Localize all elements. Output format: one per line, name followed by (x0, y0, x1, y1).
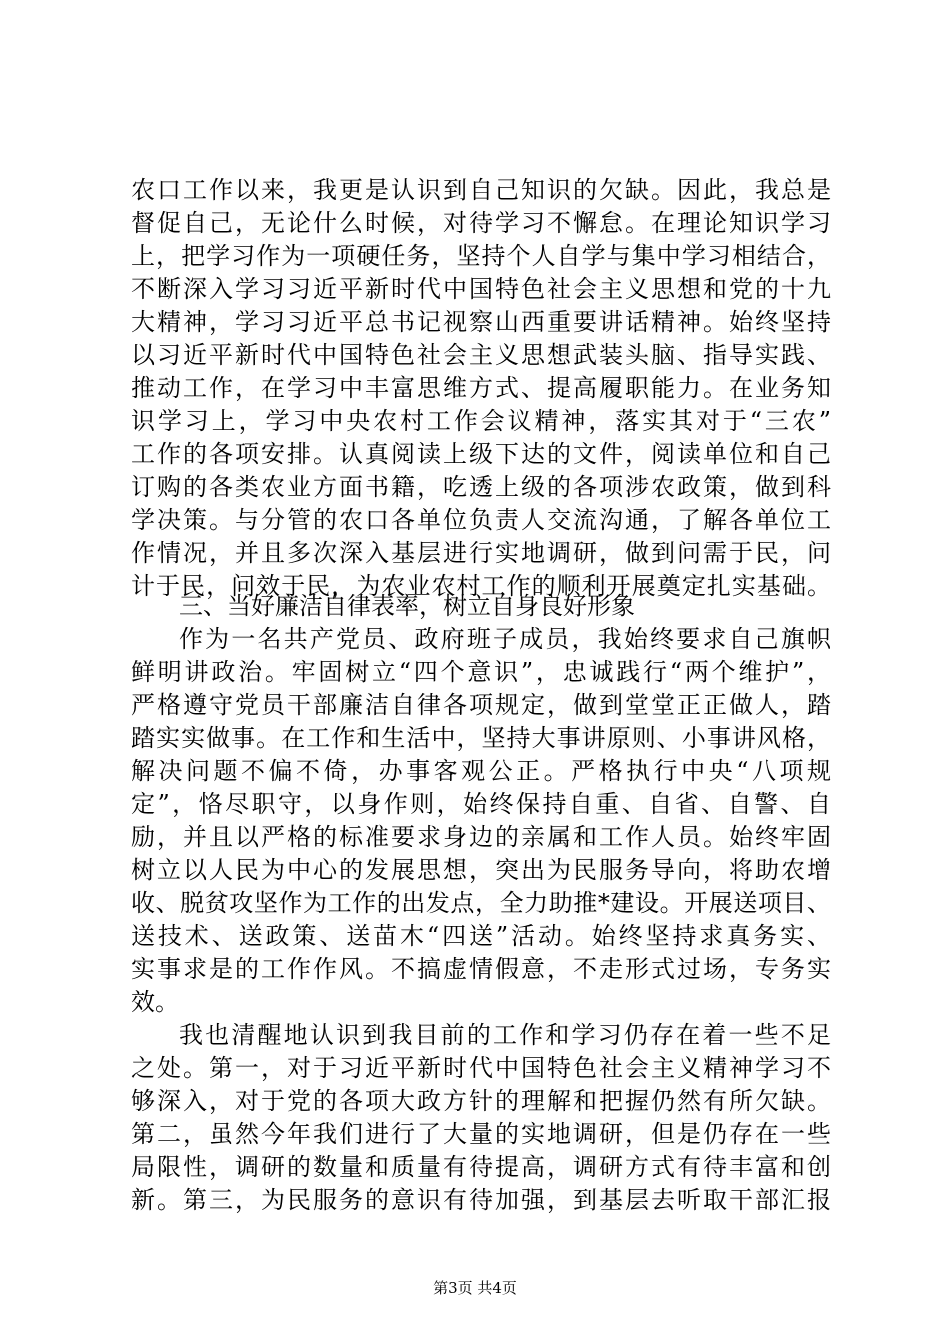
text-line: 局限性，调研的数量和质量有待提高，调研方式有待丰富和创 (131, 1153, 831, 1181)
text-line: 实事求是的工作作风。不搞虚情假意，不走形式过场，专务实 (131, 955, 831, 983)
text-line: 定”，恪尽职守，以身作则，始终保持自重、自省、自警、自 (131, 790, 831, 818)
text-line: 效。 (131, 988, 179, 1016)
section-three (131, 590, 831, 1217)
text-line: 踏实实做事。在工作和生活中，坚持大事讲原则、小事讲风格， (131, 724, 831, 752)
text-line: 以习近平新时代中国特色社会主义思想武装头脑、指导实践、 (131, 341, 831, 369)
text-line: 督促自己，无论什么时候，对待学习不懈怠。在理论知识学习 (131, 209, 831, 237)
text-line: 解决问题不偏不倚，办事客观公正。严格执行中央“八项规 (131, 757, 831, 785)
text-line: 订购的各类农业方面书籍，吃透上级的各项涉农政策，做到科 (131, 473, 831, 501)
text-line: 工作的各项安排。认真阅读上级下达的文件，阅读单位和自己 (131, 440, 831, 468)
page-footer (0, 1278, 950, 1298)
text-line: 推动工作，在学习中丰富思维方式、提高履职能力。在业务知 (131, 374, 831, 402)
text-line: 我也清醒地认识到我目前的工作和学习仍存在着一些不足 (179, 1021, 831, 1049)
text-line: 新。第三，为民服务的意识有待加强，到基层去听取干部汇报 (131, 1186, 831, 1214)
text-line: 大精神，学习习近平总书记视察山西重要讲话精神。始终坚持 (131, 308, 831, 336)
text-line: 之处。第一，对于习近平新时代中国特色社会主义精神学习不 (131, 1054, 831, 1082)
text-line: 励，并且以严格的标准要求身边的亲属和工作人员。始终牢固 (131, 823, 831, 851)
text-line: 严格遵守党员干部廉洁自律各项规定，做到堂堂正正做人，踏 (131, 691, 831, 719)
paragraph-study (131, 174, 831, 603)
text-line: 收、脱贫攻坚作为工作的出发点，全力助推*建设。开展送项目、 (131, 889, 831, 917)
text-line: 农口工作以来，我更是认识到自己知识的欠缺。因此，我总是 (131, 176, 831, 204)
page-number-label: 第3页 共4页 (433, 1279, 517, 1297)
text-line: 上，把学习作为一项硬任务，坚持个人自学与集中学习相结合， (131, 242, 831, 270)
section-heading: 三、当好廉洁自律表率，树立自身良好形象 (179, 592, 635, 620)
text-line: 识学习上，学习中央农村工作会议精神，落实其对于“三农” (131, 407, 831, 435)
text-line: 学决策。与分管的农口各单位负责人交流沟通，了解各单位工 (131, 506, 831, 534)
text-line: 送技术、送政策、送苗木“四送”活动。始终坚持求真务实、 (131, 922, 831, 950)
text-line: 第二，虽然今年我们进行了大量的实地调研，但是仍存在一些 (131, 1120, 831, 1148)
text-line: 作为一名共产党员、政府班子成员，我始终要求自己旗帜 (179, 625, 831, 653)
text-line: 不断深入学习习近平新时代中国特色社会主义思想和党的十九 (131, 275, 831, 303)
text-line: 够深入，对于党的各项大政方针的理解和把握仍然有所欠缺。 (131, 1087, 831, 1115)
text-line: 计于民，问效于民，为农业农村工作的顺利开展奠定扎实基础。 (131, 572, 831, 600)
text-line: 作情况，并且多次深入基层进行实地调研，做到问需于民，问 (131, 539, 831, 567)
text-line: 树立以人民为中心的发展思想，突出为民服务导向，将助农增 (131, 856, 831, 884)
text-line: 鲜明讲政治。牢固树立“四个意识”，忠诚践行“两个维护”， (131, 658, 831, 686)
